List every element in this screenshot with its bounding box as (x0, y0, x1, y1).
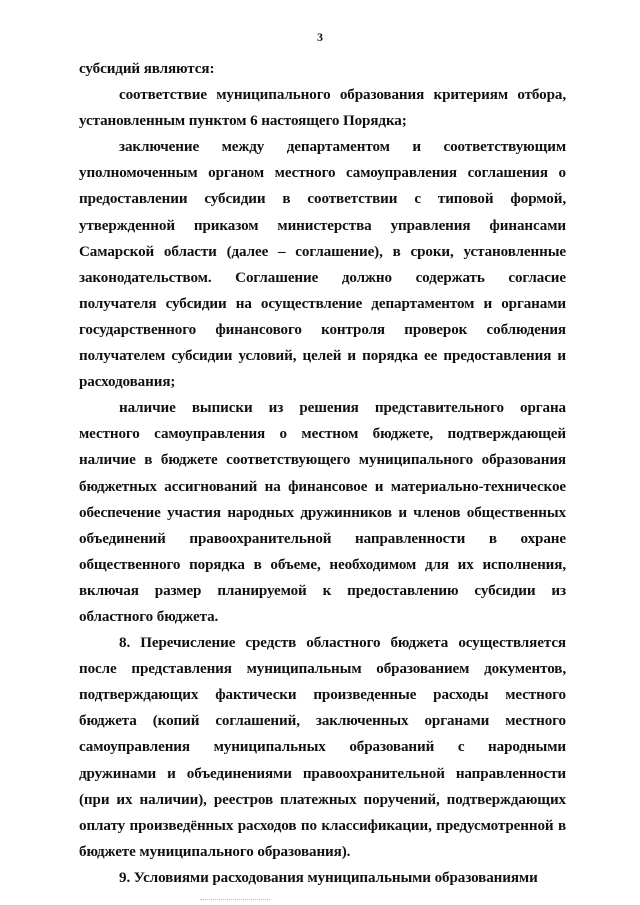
paragraph-agreement: заключение между департаментом и соответствующим уполномоченным органом местного самоуправления соглашения о предоставлении субсидии в соответствии с типовой формой, утвержденной приказом министерства управления финансами Самарской области (далее – соглашение), в сроки, установленные законодательством. Соглашение должно содержать согласие получателя субсидии на осуществление департаментом и органами государственного финансового контроля проверок соблюдения получателем субсидии условий, целей и порядка ее предоставления и расходования; (79, 139, 566, 391)
paragraph-item-9: 9. Условиями расходования муниципальными образованиями (119, 869, 538, 886)
paragraph-subsidies-are: субсидий являются: (79, 61, 215, 77)
paragraph-criteria-compliance: соответствие муниципального образования критериям отбора, установленным пунктом 6 настоящего Порядка; (79, 87, 566, 130)
scan-artifact-line (200, 899, 270, 900)
paragraph-item-8: 8. Перечисление средств областного бюджета осуществляется после представления муниципальным образованием документов, подтверждающих фактически произведенные расходы местного бюджета (копий соглашений, заключенных органами местного самоуправления муниципальных образований с народными дружинами и объединениями правоохранительной направленности (при их наличии), реестров платежных поручений, подтверждающих оплату произведённых расходов по классификации, предусмотренной в бюджете муниципального образования). (79, 635, 566, 860)
paragraph-budget-extract: наличие выписки из решения представительного органа местного самоуправления о местном бюджете, подтверждающей наличие в бюджете соответствующего муниципального образования бюджетных ассигнований на финансовое и материально-техническое обеспечение участия народных дружинников и членов общественных объединений правоохранительной направленности в охране общественного порядка в объеме, необходимом для их исполнения, включая размер планируемой к предоставлению субсидии из областного бюджета. (79, 400, 566, 625)
page-number: 3 (317, 30, 323, 44)
document-body (79, 56, 566, 891)
